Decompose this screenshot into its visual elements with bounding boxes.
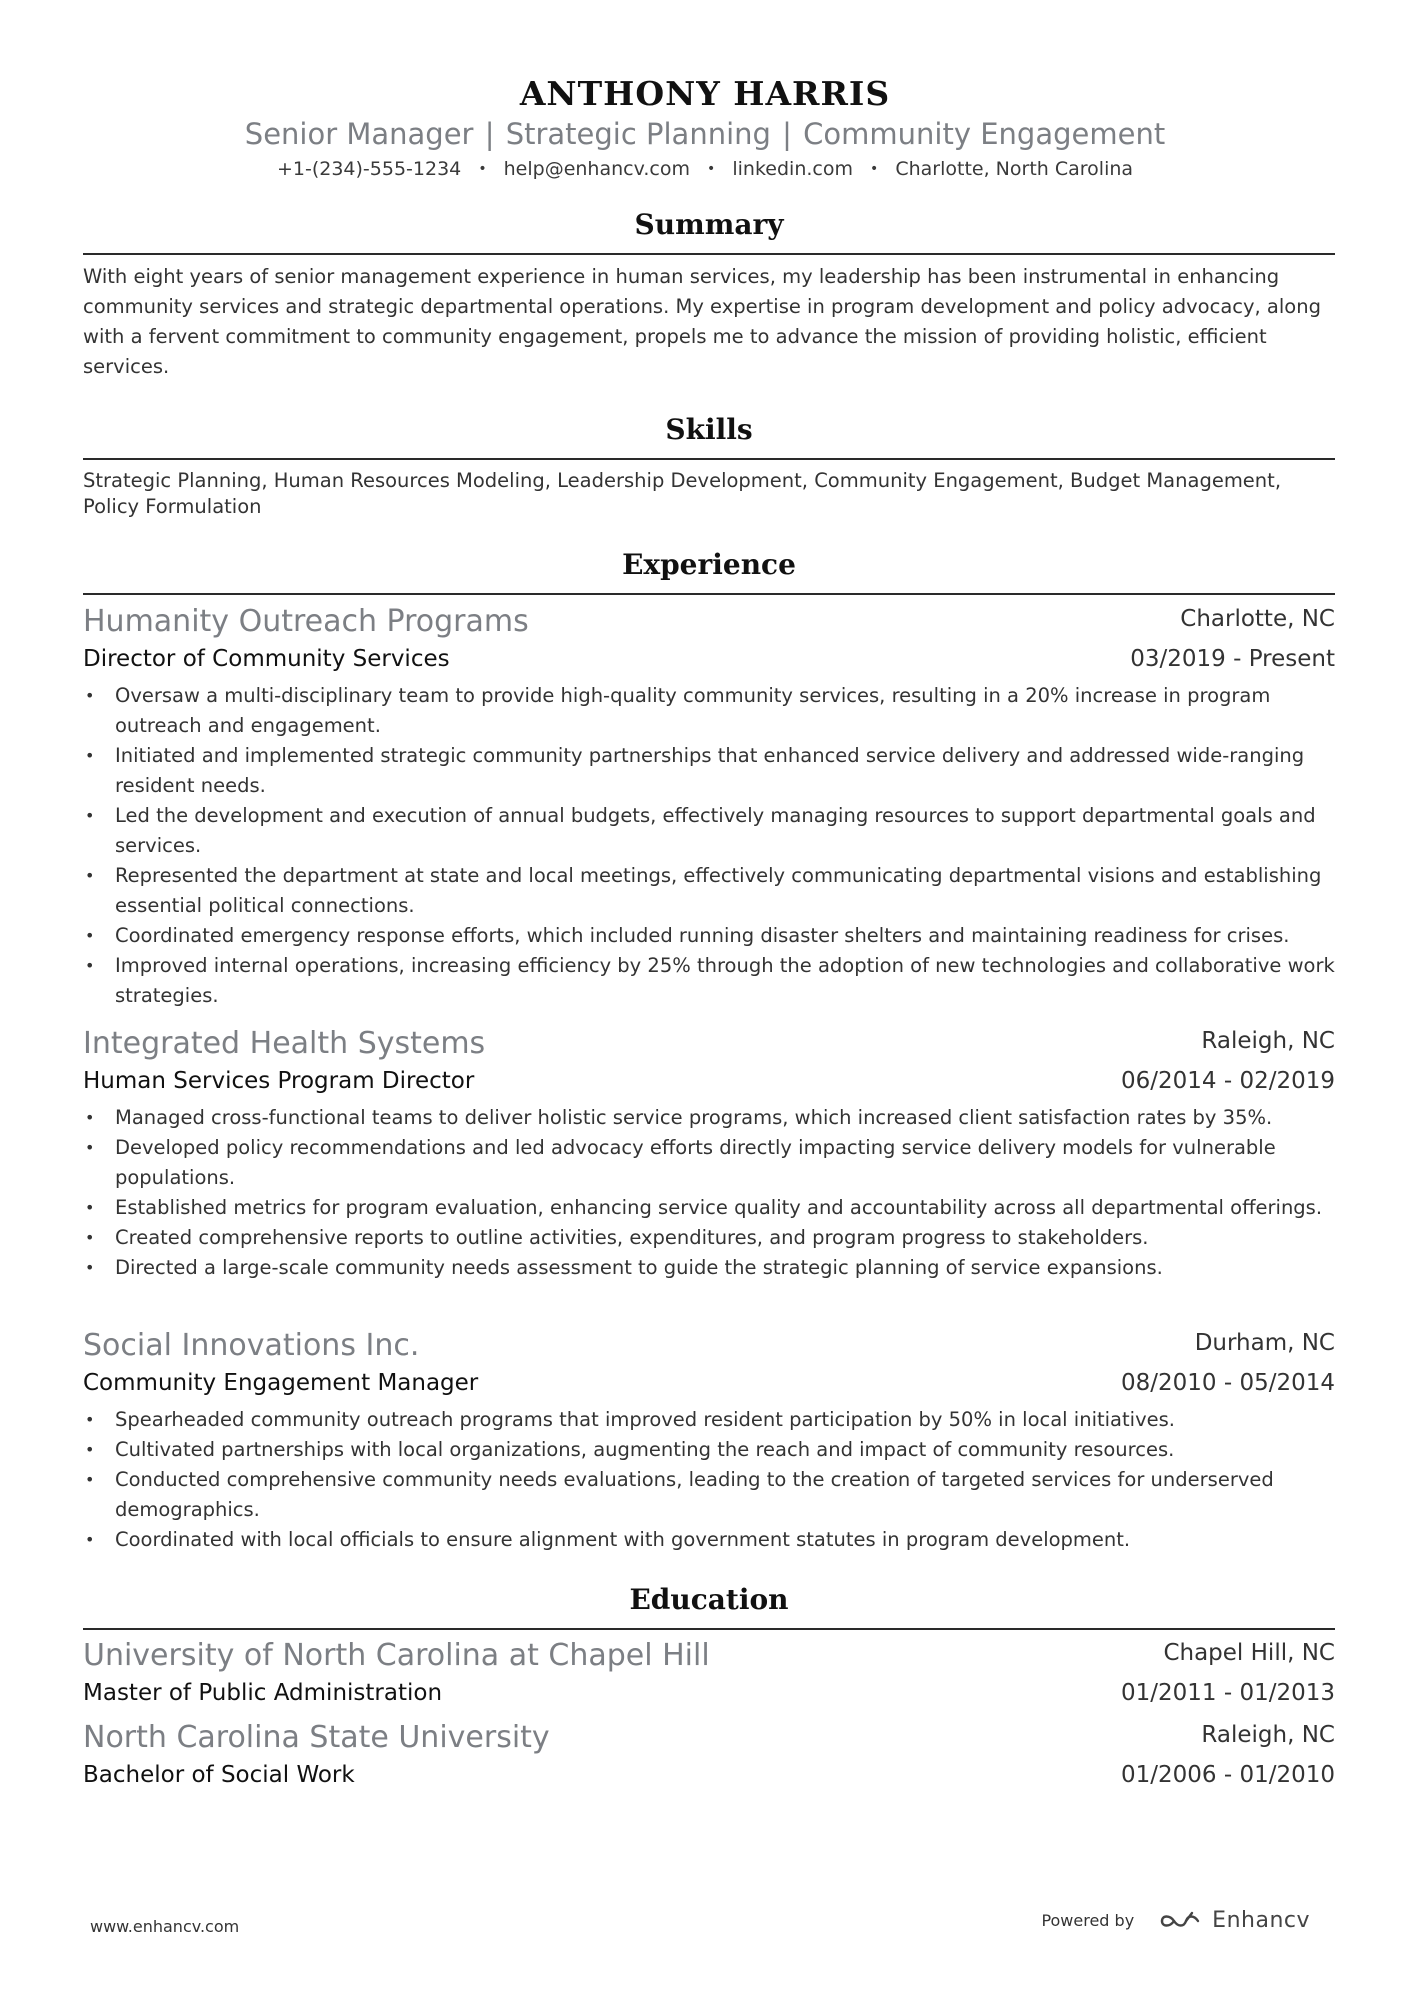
- email-link[interactable]: help@enhancv.com: [503, 158, 690, 180]
- education-heading: Education: [629, 1583, 789, 1616]
- contact-separator: •: [478, 161, 487, 177]
- education-dates: 01/2011 - 01/2013: [1120, 1680, 1335, 1706]
- experience-heading: Experience: [622, 548, 796, 581]
- job-location: Charlotte, NC: [1180, 606, 1335, 632]
- brand-link[interactable]: [1158, 1908, 1310, 1933]
- brand-name: Enhancv: [1212, 1908, 1310, 1933]
- headline-separator: |: [484, 117, 495, 151]
- achievement-text: Oversaw a multi-disciplinary team to provide high-quality community services, resulting in a 20% increase in program outreach and engagement.: [115, 684, 1271, 737]
- achievement-text: Spearheaded community outreach programs that improved resident participation by 50% in local initiatives.: [115, 1408, 1175, 1431]
- experience-entry: [83, 1025, 1335, 1283]
- summary-heading: Summary: [634, 208, 784, 241]
- section-divider: [83, 253, 1335, 255]
- job-dates: 03/2019 - Present: [1130, 646, 1335, 672]
- list-item: [83, 681, 1335, 741]
- section-divider: [83, 593, 1335, 595]
- achievement-text: Coordinated emergency response efforts, which included running disaster shelters and maintaining readiness for crises.: [115, 924, 1290, 947]
- headline-item: Senior Manager: [244, 117, 474, 151]
- job-title: Human Services Program Director: [83, 1068, 475, 1094]
- company-name: Integrated Health Systems: [83, 1026, 486, 1061]
- contact-separator: •: [707, 161, 716, 177]
- headline-separator: |: [782, 117, 792, 151]
- achievement-text: Cultivated partnerships with local organizations, augmenting the reach and impact of community resources.: [115, 1438, 1175, 1461]
- achievement-text: Managed cross-functional teams to deliver holistic service programs, which increased client satisfaction rates by 35%.: [115, 1106, 1273, 1129]
- bullet-icon: •: [85, 1228, 95, 1247]
- education-entry: [83, 1719, 1335, 1793]
- bullet-icon: •: [85, 1108, 95, 1127]
- achievement-list: [83, 1405, 1335, 1555]
- bullet-icon: •: [85, 1470, 95, 1489]
- section-divider: [83, 1628, 1335, 1630]
- bullet-icon: •: [85, 1440, 95, 1459]
- list-item: [83, 1405, 1335, 1435]
- degree-name: Master of Public Administration: [83, 1680, 443, 1706]
- linkedin-link[interactable]: linkedin.com: [732, 158, 853, 180]
- contact-line: [0, 154, 1410, 186]
- achievement-text: Improved internal operations, increasing efficiency by 25% through the adoption of new technologies and collaborative work strategies.: [115, 954, 1335, 1007]
- list-item: [83, 1525, 1335, 1555]
- achievement-text: Directed a large-scale community needs assessment to guide the strategic planning of service expansions.: [115, 1256, 1163, 1279]
- company-name: Social Innovations Inc.: [83, 1328, 420, 1363]
- summary-text: With eight years of senior management experience in human services, my leadership has been instrumental in enhancing community services and strategic departmental operations. My expertise in program development and policy advocacy, along with a fervent commitment to community engagement, propels me to advance the mission of providing holistic, efficient services.: [83, 265, 1321, 378]
- job-title: Community Engagement Manager: [83, 1370, 479, 1396]
- list-item: [83, 921, 1335, 951]
- achievement-list: [83, 1103, 1335, 1283]
- list-item: [83, 741, 1335, 801]
- job-title: Director of Community Services: [83, 646, 450, 672]
- list-item: [83, 1103, 1335, 1133]
- bullet-icon: •: [85, 1138, 95, 1157]
- footer-website-link[interactable]: www.enhancv.com: [90, 1917, 240, 1936]
- footer-branding: [1041, 1908, 1310, 1933]
- headline-item: Community Engagement: [803, 117, 1166, 151]
- list-item: [83, 951, 1335, 1011]
- headline-item: Strategic Planning: [505, 117, 771, 151]
- achievement-list: [83, 681, 1335, 1011]
- bullet-icon: •: [85, 1198, 95, 1217]
- candidate-name: ANTHONY HARRIS: [519, 74, 891, 113]
- achievement-text: Conducted comprehensive community needs evaluations, leading to the creation of targeted services for underserved demographics.: [115, 1468, 1274, 1521]
- job-location: Raleigh, NC: [1201, 1028, 1335, 1054]
- enhancv-logo-icon: [1158, 1909, 1204, 1933]
- school-location: Chapel Hill, NC: [1163, 1640, 1335, 1666]
- company-name: Humanity Outreach Programs: [83, 604, 529, 639]
- bullet-icon: •: [85, 1530, 95, 1549]
- job-location: Durham, NC: [1194, 1330, 1335, 1356]
- phone-number[interactable]: +1-(234)-555-1234: [276, 158, 462, 180]
- list-item: [83, 1223, 1335, 1253]
- location-text: Charlotte, North Carolina: [895, 158, 1134, 180]
- contact-separator: •: [870, 161, 879, 177]
- list-item: [83, 861, 1335, 921]
- list-item: [83, 1193, 1335, 1223]
- section-divider: [83, 458, 1335, 460]
- education-dates: 01/2006 - 01/2010: [1120, 1762, 1335, 1788]
- achievement-text: Coordinated with local officials to ensure alignment with government statutes in program development.: [115, 1528, 1131, 1551]
- skills-heading: Skills: [665, 413, 753, 446]
- achievement-text: Initiated and implemented strategic community partnerships that enhanced service delivery and addressed wide-ranging resident needs.: [115, 744, 1305, 797]
- list-item: [83, 801, 1335, 861]
- achievement-text: Developed policy recommendations and led advocacy efforts directly impacting service delivery models for vulnerable populations.: [115, 1136, 1276, 1189]
- achievement-text: Established metrics for program evaluation, enhancing service quality and accountability across all departmental offerings.: [115, 1196, 1323, 1219]
- bullet-icon: •: [85, 806, 95, 825]
- list-item: [83, 1253, 1335, 1283]
- bullet-icon: •: [85, 746, 95, 765]
- job-dates: 06/2014 - 02/2019: [1120, 1068, 1335, 1094]
- bullet-icon: •: [85, 866, 95, 885]
- school-name: University of North Carolina at Chapel Hill: [83, 1638, 710, 1673]
- resume-header: [0, 72, 1410, 186]
- school-name: North Carolina State University: [83, 1720, 550, 1755]
- achievement-text: Led the development and execution of annual budgets, effectively managing resources to support departmental goals and services.: [115, 804, 1316, 857]
- achievement-text: Created comprehensive reports to outline activities, expenditures, and program progress to stakeholders.: [115, 1226, 1149, 1249]
- skills-text: Strategic Planning, Human Resources Modeling, Leadership Development, Community Engagement, Budget Management, Policy Formulation: [83, 469, 1282, 518]
- achievement-text: Represented the department at state and local meetings, effectively communicating departmental visions and establishing essential political connections.: [115, 864, 1322, 917]
- school-location: Raleigh, NC: [1201, 1722, 1335, 1748]
- experience-entry: [83, 603, 1335, 1011]
- education-entry: [83, 1637, 1335, 1711]
- experience-entry: [83, 1327, 1335, 1555]
- bullet-icon: •: [85, 1258, 95, 1277]
- bullet-icon: •: [85, 926, 95, 945]
- list-item: [83, 1435, 1335, 1465]
- job-dates: 08/2010 - 05/2014: [1120, 1370, 1335, 1396]
- list-item: [83, 1465, 1335, 1525]
- degree-name: Bachelor of Social Work: [83, 1762, 355, 1788]
- bullet-icon: •: [85, 1410, 95, 1429]
- headline: [0, 114, 1410, 154]
- bullet-icon: •: [85, 956, 95, 975]
- list-item: [83, 1133, 1335, 1193]
- powered-by-label: Powered by: [1041, 1911, 1135, 1930]
- bullet-icon: •: [85, 686, 95, 705]
